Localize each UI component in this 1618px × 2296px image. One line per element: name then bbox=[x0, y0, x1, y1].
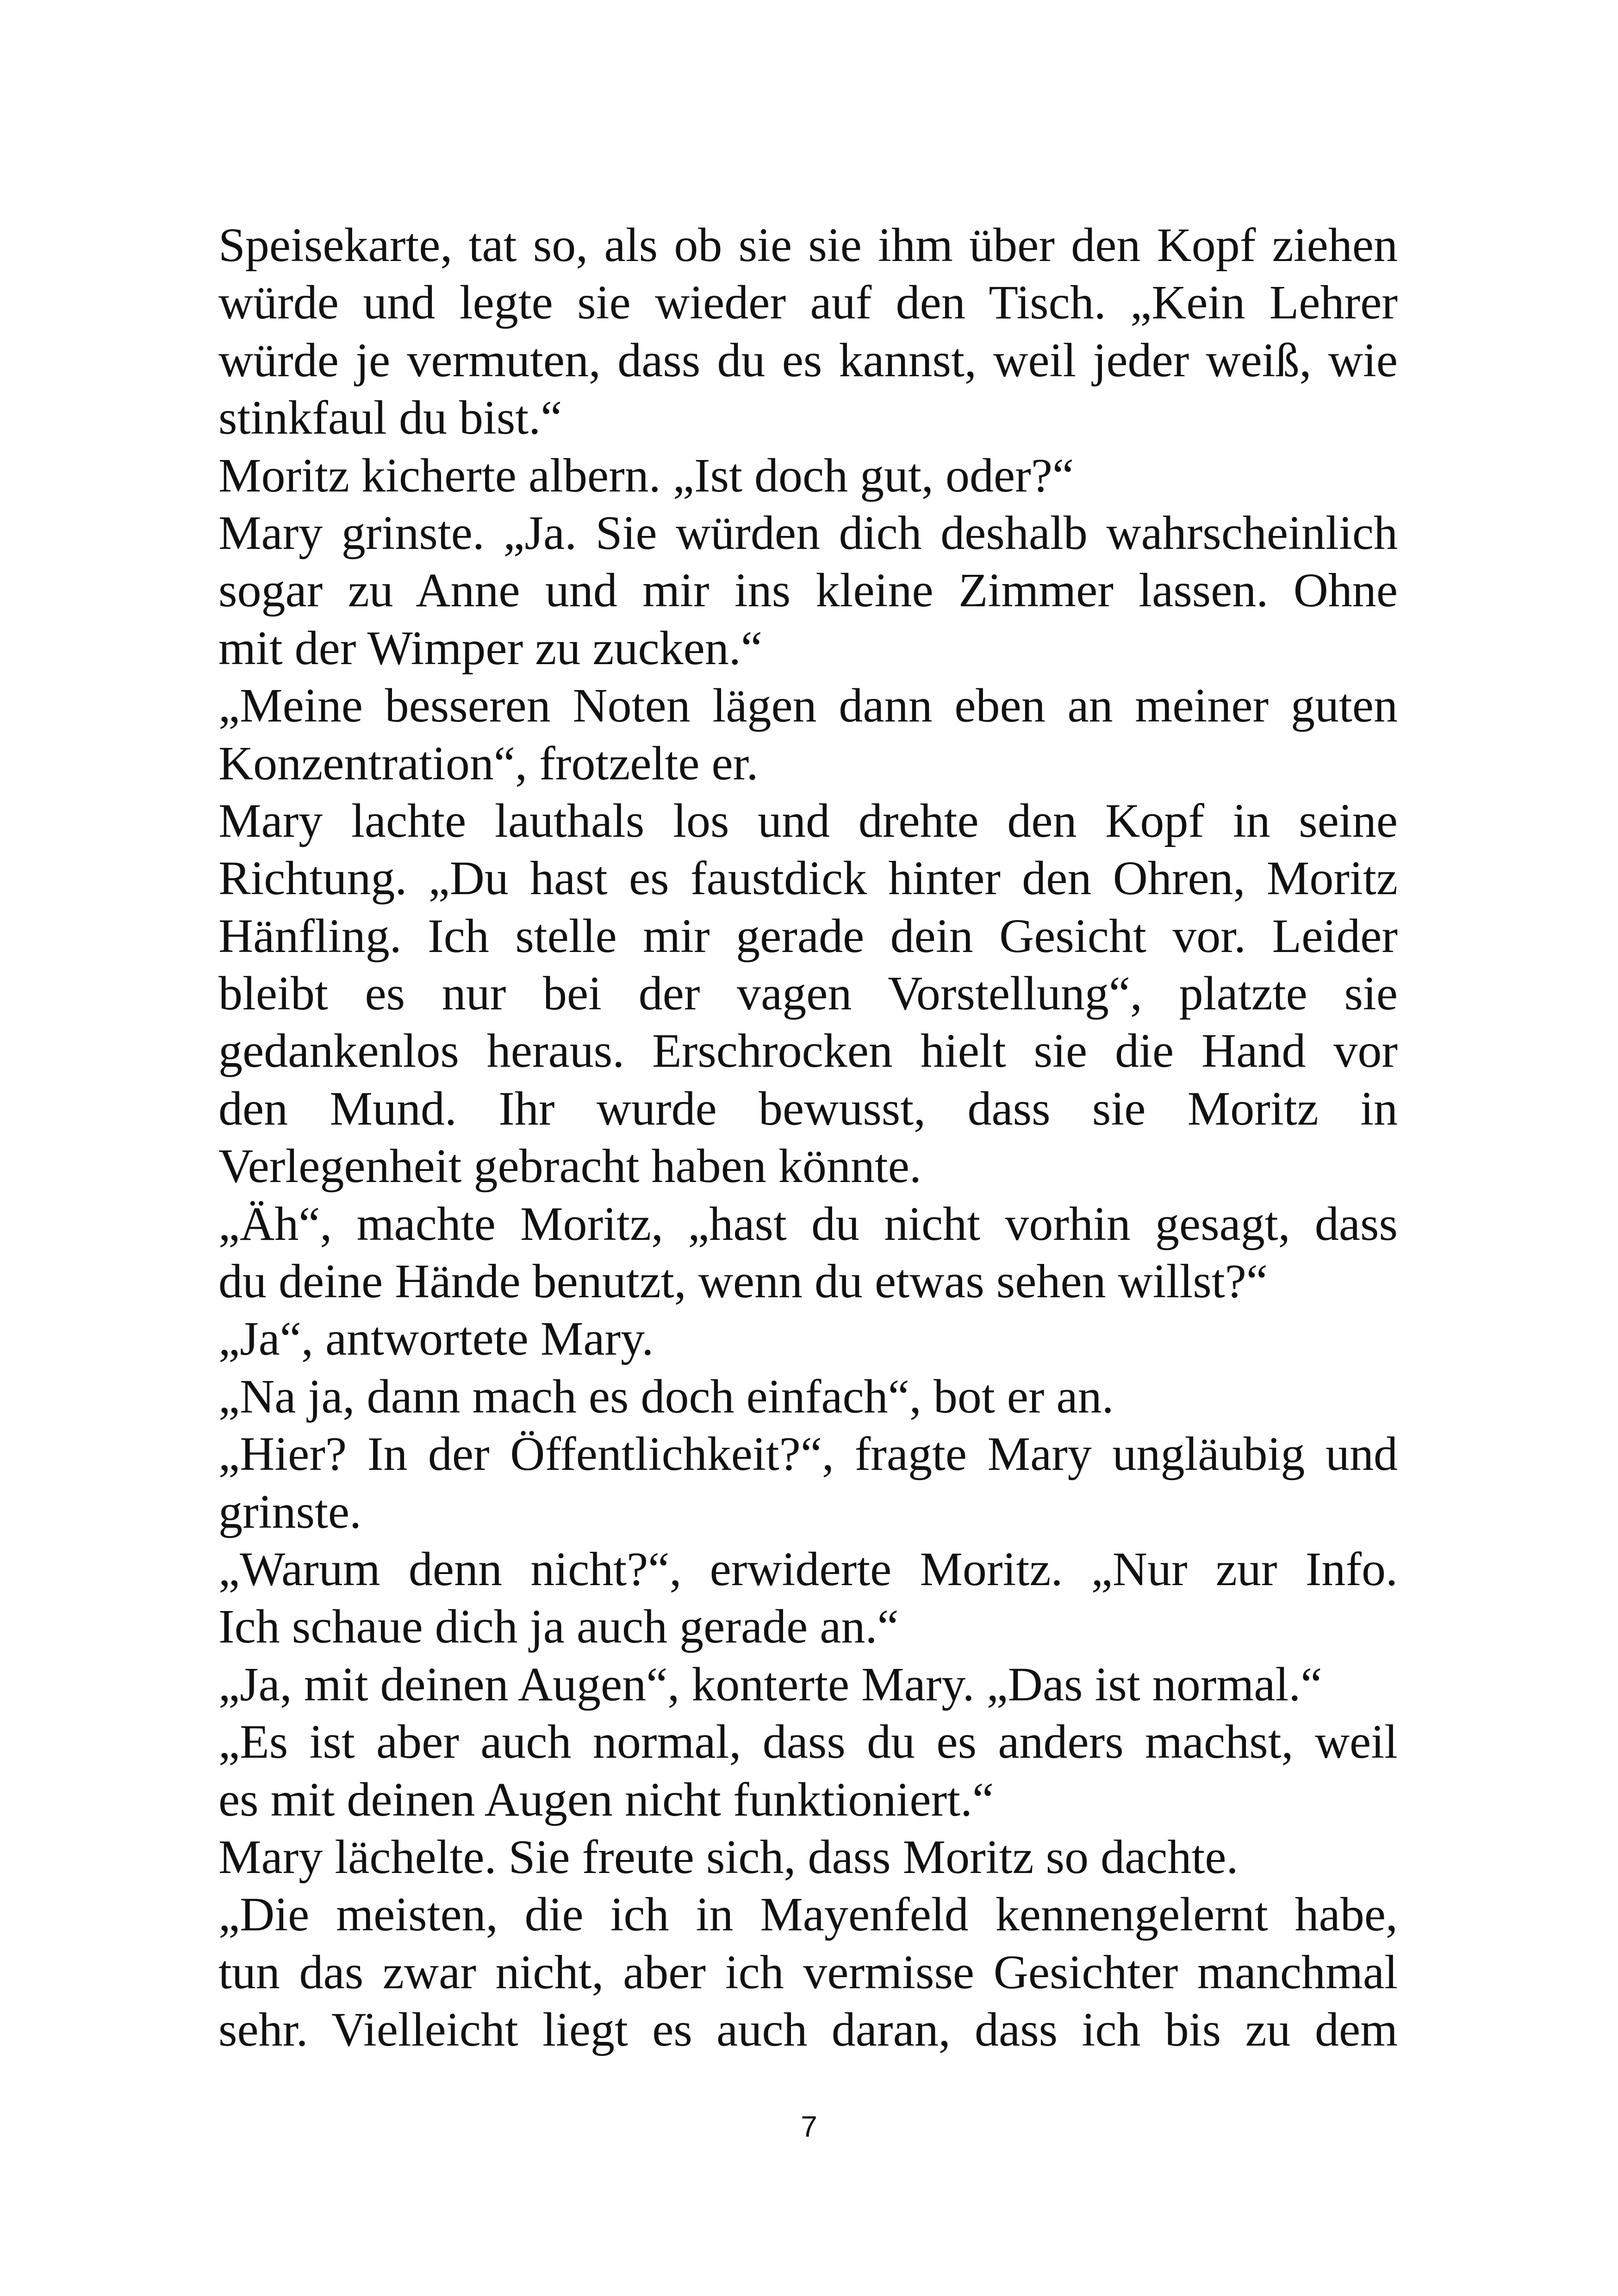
text-line: „Es ist aber auch normal, dass du es anders machst, weil bbox=[218, 1715, 1398, 1769]
text-line: „Meine besseren Noten lägen dann eben an meiner guten bbox=[218, 679, 1398, 733]
body-text bbox=[218, 217, 1398, 2059]
text-line: Konzentration“, frotzelte er. bbox=[218, 736, 759, 790]
text-line: stinkfaul du bist.“ bbox=[218, 391, 562, 445]
text-line: bleibt es nur bei der vagen Vorstellung“, platzte sie bbox=[218, 967, 1398, 1020]
text-line: „Ja, mit deinen Augen“, konterte Mary. „Das ist normal.“ bbox=[218, 1657, 1322, 1711]
text-line: Mary lachte lauthals los und drehte den Kopf in seine bbox=[218, 794, 1398, 847]
text-line: gedankenlos heraus. Erschrocken hielt sie die Hand vor bbox=[218, 1024, 1398, 1078]
text-line: tun das zwar nicht, aber ich vermisse Gesichter manchmal bbox=[218, 1945, 1398, 1999]
text-line: sogar zu Anne und mir ins kleine Zimmer lassen. Ohne bbox=[218, 564, 1398, 617]
text-line: „Na ja, dann mach es doch einfach“, bot er an. bbox=[218, 1369, 1114, 1423]
text-line: Verlegenheit gebracht haben könnte. bbox=[218, 1139, 921, 1193]
text-line: mit der Wimper zu zucken.“ bbox=[218, 621, 762, 675]
text-line: du deine Hände benutzt, wenn du etwas sehen willst?“ bbox=[218, 1255, 1268, 1308]
text-line: „Hier? In der Öffentlichkeit?“, fragte Mary ungläubig und bbox=[218, 1427, 1398, 1481]
text-line: grinste. bbox=[218, 1485, 362, 1538]
text-line: „Äh“, machte Moritz, „hast du nicht vorhin gesagt, dass bbox=[218, 1197, 1398, 1251]
text-line: „Die meisten, die ich in Mayenfeld kennengelernt habe, bbox=[218, 1888, 1398, 1941]
text-line: sehr. Vielleicht liegt es auch daran, dass ich bis zu dem bbox=[218, 2003, 1398, 2057]
text-line: würde und legte sie wieder auf den Tisch. „Kein Lehrer bbox=[218, 276, 1398, 330]
text-line: „Warum denn nicht?“, erwiderte Moritz. „Nur zur Info. bbox=[218, 1542, 1398, 1596]
text-line: es mit deinen Augen nicht funktioniert.“ bbox=[218, 1773, 994, 1826]
text-line: den Mund. Ihr wurde bewusst, dass sie Moritz in bbox=[218, 1082, 1398, 1135]
text-line: „Ja“, antwortete Mary. bbox=[218, 1312, 654, 1366]
text-line: Mary grinste. „Ja. Sie würden dich deshalb wahrscheinlich bbox=[218, 506, 1398, 560]
text-line: Richtung. „Du hast es faustdick hinter den Ohren, Moritz bbox=[218, 852, 1398, 905]
page-number: 7 bbox=[801, 2110, 817, 2143]
text-line: Mary lächelte. Sie freute sich, dass Moritz so dachte. bbox=[218, 1830, 1238, 1884]
text-line: Ich schaue dich ja auch gerade an.“ bbox=[218, 1600, 899, 1654]
text-line: Moritz kicherte albern. „Ist doch gut, oder?“ bbox=[218, 448, 1074, 502]
text-line: Hänfling. Ich stelle mir gerade dein Gesicht vor. Leider bbox=[218, 909, 1398, 963]
text-line: würde je vermuten, dass du es kannst, weil jeder weiß, wie bbox=[218, 333, 1398, 387]
text-line: Speisekarte, tat so, als ob sie sie ihm über den Kopf ziehen bbox=[218, 218, 1398, 272]
